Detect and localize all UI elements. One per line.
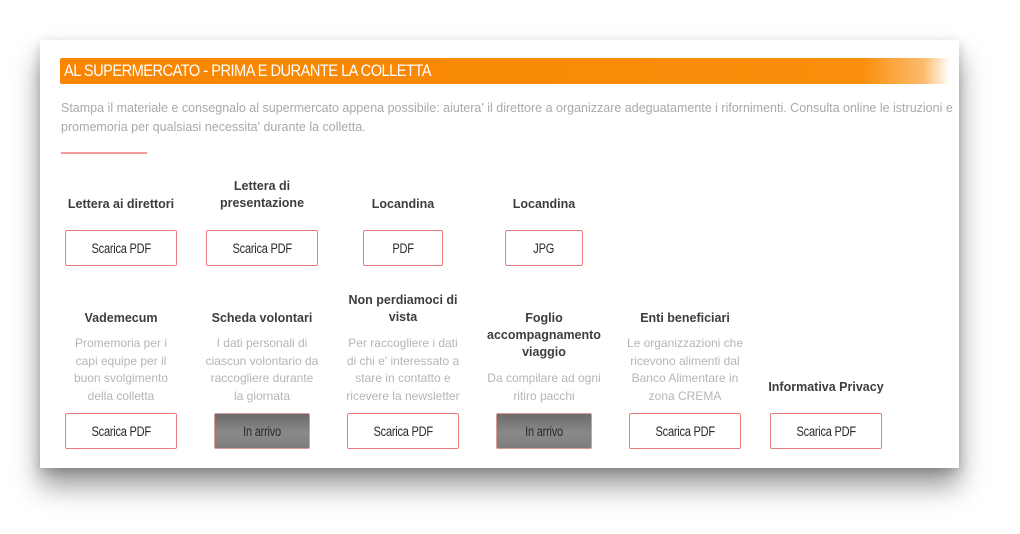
title-divider (61, 152, 147, 154)
content-card (40, 40, 959, 468)
section-intro (61, 99, 959, 137)
download-enti-beneficiari-button[interactable]: Scarica PDF (629, 413, 741, 449)
download-lettera-presentazione-button[interactable]: Scarica PDF (206, 230, 318, 266)
intro-line-2: promemoria per qualsiasi necessita' durante la colletta. (61, 120, 366, 134)
intro-line-1: Stampa il materiale e consegnalo al supermercato appena possibile: aiutera' il direttore a organizzare adeguatamente i rifornimenti. Consulta online le istruzioni e (61, 101, 953, 115)
item-title-enti-beneficiari: Enti beneficiari (640, 311, 730, 325)
foglio-accompagnamento-coming-soon-button[interactable]: In arrivo (496, 413, 592, 449)
download-locandina-pdf-button[interactable]: PDF (363, 230, 443, 266)
item-desc-vademecum: Promemoria per i capi equipe per il buon svolgimento della colletta (73, 336, 169, 403)
item-desc-non-perdiamoci: Per raccogliere i dati di chi e' interessato a stare in contatto e ricevere la newsletter (346, 336, 460, 403)
item-title-non-perdiamoci: Non perdiamoci di vista (348, 293, 458, 324)
download-informativa-privacy-button[interactable]: Scarica PDF (770, 413, 882, 449)
item-desc-enti-beneficiari: Le organizzazioni che ricevono alimenti dal Banco Alimentare in zona CREMA (626, 336, 744, 403)
download-non-perdiamoci-button[interactable]: Scarica PDF (347, 413, 459, 449)
item-title-lettera-direttori: Lettera ai direttori (67, 197, 175, 211)
item-title-locandina-pdf: Locandina (371, 197, 435, 211)
download-locandina-jpg-button[interactable]: JPG (505, 230, 583, 266)
item-title-lettera-presentazione: Lettera di presentazione (219, 179, 305, 210)
section-banner (60, 58, 950, 84)
item-title-locandina-jpg: Locandina (512, 197, 576, 211)
item-title-scheda-volontari: Scheda volontari (211, 311, 313, 325)
scheda-volontari-coming-soon-button[interactable]: In arrivo (214, 413, 310, 449)
item-title-vademecum: Vademecum (84, 311, 158, 325)
download-lettera-direttori-button[interactable]: Scarica PDF (65, 230, 177, 266)
item-desc-scheda-volontari: I dati personali di ciascun volontario da raccogliere durante la giornata (205, 336, 319, 403)
item-desc-foglio-accompagnamento: Da compilare ad ogni ritiro pacchi (487, 371, 601, 403)
download-vademecum-button[interactable]: Scarica PDF (65, 413, 177, 449)
section-title: AL SUPERMERCATO - PRIMA E DURANTE LA COLLETTA (64, 61, 432, 80)
item-title-foglio-accompagnamento: Foglio accompagnamento viaggio (487, 311, 601, 359)
item-title-informativa-privacy: Informativa Privacy (768, 380, 884, 394)
